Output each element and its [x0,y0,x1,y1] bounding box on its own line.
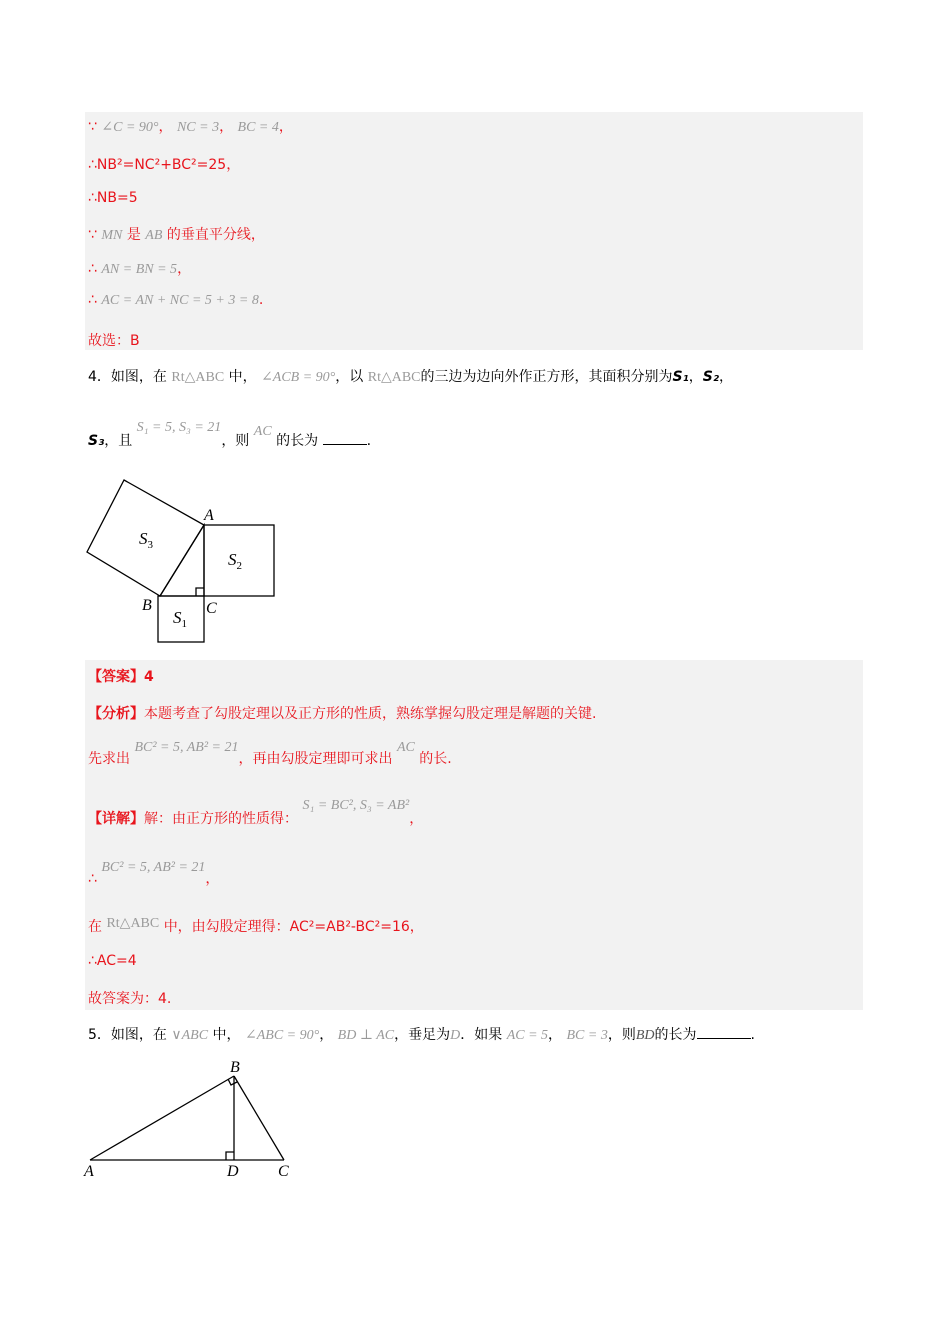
label-A: A [204,507,214,524]
detail-line-1: 【详解】解：由正方形的性质得： S₁ = BC², S₃ = AB²， [88,798,424,827]
question-4-line-2: S₃，且 S₁ = 5, S₃ = 21，则 AC 的长为 . [88,420,372,449]
solution-line-4: ∵ MN 是 AB 的垂直平分线， [88,227,265,243]
triangle-abc [160,525,204,596]
solution-line-3: ∴NB=5 [88,190,138,206]
solution-line-1: ∵ ∠C = 90°， NC = 3， BC = 4， [88,119,293,135]
detail-line-2: ∴ BC² = 5, AB² = 21， [88,860,220,887]
solution-line-5: ∴ AN = BN = 5， [88,261,192,277]
solution-line-2: ∴NB²=NC²+BC²=25， [88,157,241,173]
answer-blank-q5[interactable] [697,1026,751,1039]
figure-pythagoras-squares [80,470,290,650]
question-4-line-1: 4．如图，在 Rt△ABC 中， ∠ACB = 90°，以 Rt△ABC的三边为边向外作正方形，其面积分别为S₁，S₂， [88,369,733,385]
label-D: D [227,1163,239,1180]
svg-text:S1: $S_1$ [173,608,187,630]
label-B: B [142,597,152,614]
detail-line-4: ∴AC=4 [88,953,137,969]
answer-tag: 【答案】4 [88,669,154,685]
svg-text:S3: $S_3$ [139,529,153,551]
solution-line-6: ∴ AC = AN + NC = 5 + 3 = 8. [88,292,264,308]
label-C: C [278,1163,289,1180]
side-bc [234,1076,284,1160]
analysis-line: 【分析】本题考查了勾股定理以及正方形的性质，熟练掌握勾股定理是解题的关键. [88,706,597,722]
label-B: B [230,1059,240,1076]
question-5-line: 5．如图，在 ∨ABC 中， ∠ABC = 90°， BD ⊥ AC，垂足为D．如果 AC = 5， BC = 3，则BD的长为 . [88,1027,755,1043]
figure-right-triangle-altitude [80,1055,310,1180]
analysis-line-2: 先求出 BC² = 5, AB² = 21，再由勾股定理即可求出 AC 的长. [88,740,452,767]
answer-blank[interactable] [323,432,367,445]
svg-text:S2: $S_2$ [228,550,242,572]
detail-line-3: 在 Rt△ABC 中，由勾股定理得：AC²=AB²-BC²=16， [88,916,424,935]
label-C: C [206,600,217,617]
label-A: A [84,1163,94,1180]
detail-line-5: 故答案为：4. [88,991,172,1007]
right-angle-mark [196,588,204,596]
right-angle-d [226,1152,234,1160]
side-ab [90,1076,234,1160]
solution-line-7: 故选：B [88,333,140,349]
